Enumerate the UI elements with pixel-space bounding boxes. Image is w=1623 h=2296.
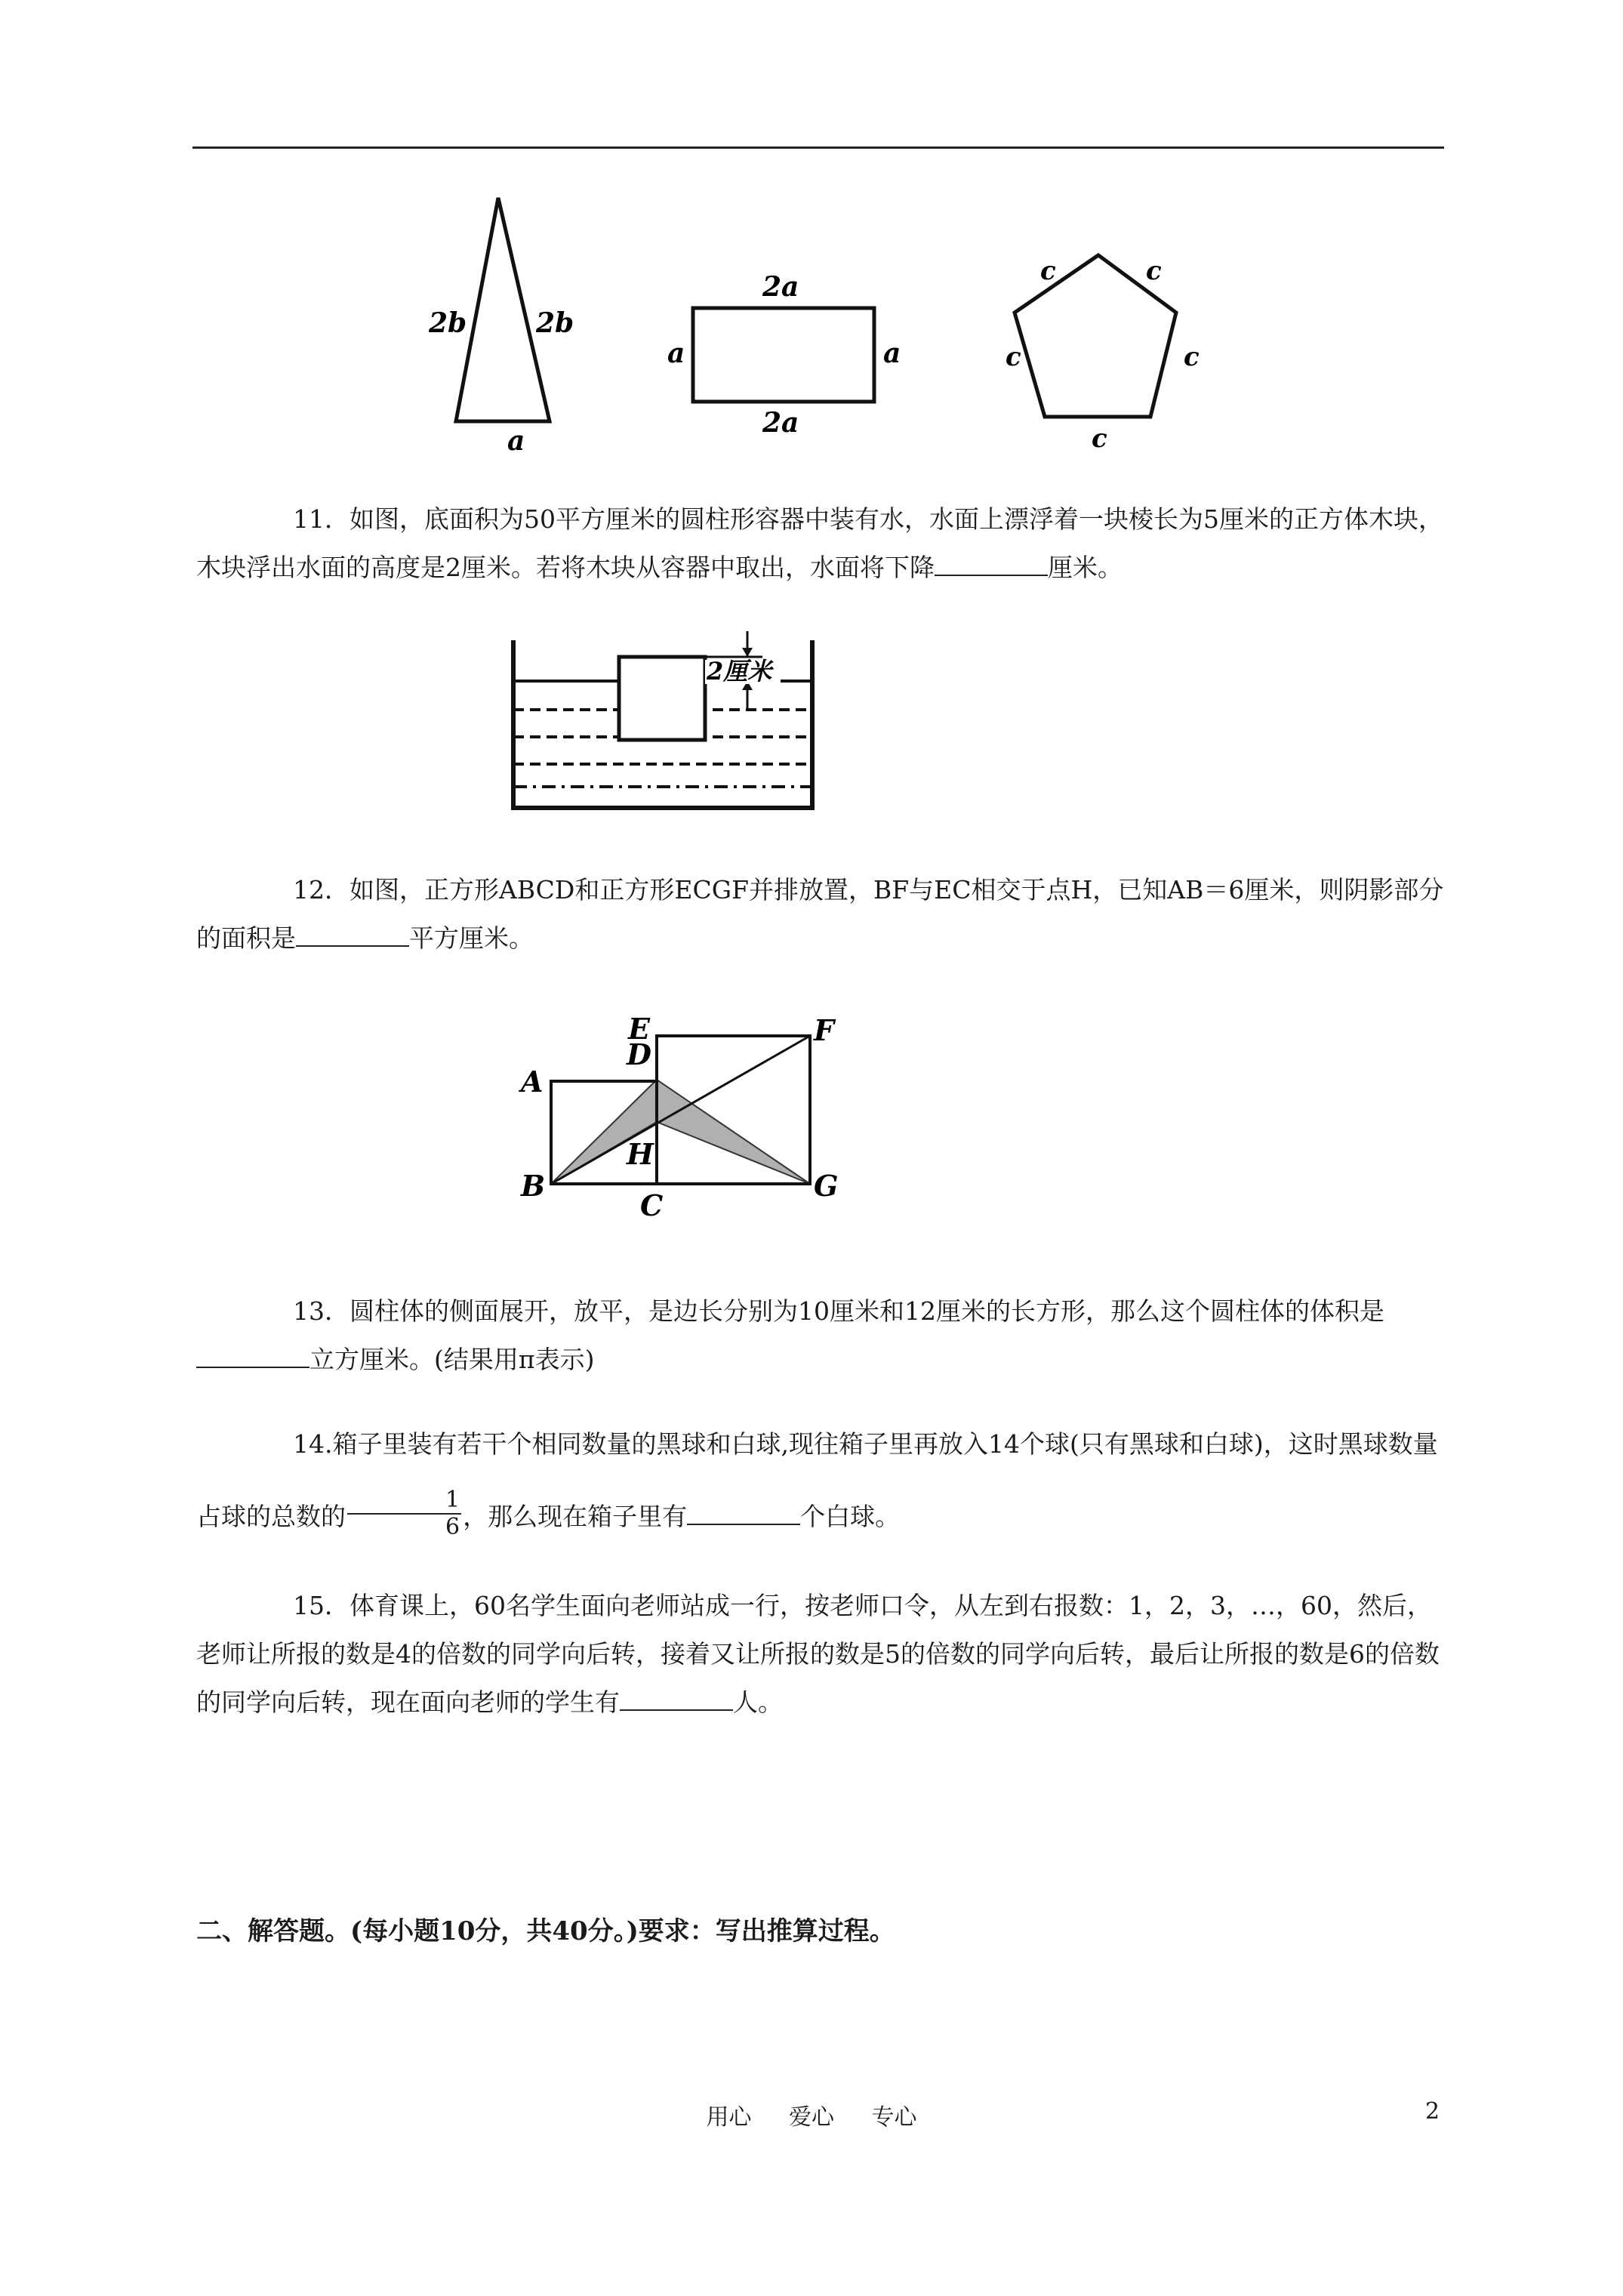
question-12: [196, 866, 1449, 963]
q15-text: 15．体育课上，60名学生面向老师站成一行，按老师口令，从左到右报数：1，2，3，…，60，然后，老师让所报的数是4的倍数的同学向后转，接着又让所报的数是5的倍数的同学向后转，最后让所报的数是6的倍数的同学向后转，现在面向老师的学生有: [196, 1591, 1440, 1717]
page-footer: [0, 2098, 1623, 2131]
height-label: 2厘米: [707, 657, 772, 686]
q11-answer-blank: [935, 552, 1048, 576]
label-D: D: [627, 1037, 651, 1071]
label-H: H: [627, 1137, 654, 1171]
pentagon-bottom-label: c: [1092, 424, 1107, 454]
q14-fraction-denominator: 6: [445, 1514, 460, 1540]
label-A: A: [521, 1065, 544, 1099]
rectangle-bottom-label: 2a: [762, 407, 799, 439]
q14-answer-blank: [687, 1501, 800, 1525]
q14-line1: 14.箱子里装有若干个相同数量的黑球和白球,现往箱子里再放入14个球(只有黑球和白球)，: [293, 1429, 1289, 1459]
footer-word-1: 用心: [706, 2104, 752, 2131]
question-11: [196, 495, 1449, 592]
pentagon-left-label: c: [1006, 342, 1021, 372]
q14-fraction-numerator: 1: [347, 1487, 461, 1515]
label-B: B: [521, 1169, 546, 1203]
pentagon-right-label: c: [1184, 342, 1200, 372]
container-figure: [506, 627, 823, 815]
q14-line2-start: 这时黑球数量占球的总数的: [196, 1429, 1438, 1531]
q12-answer-blank: [296, 923, 409, 947]
q14-fraction: [347, 1487, 461, 1540]
question-15: [196, 1582, 1449, 1727]
q14-line2-end: 个白球。: [800, 1502, 901, 1531]
label-E: E: [628, 1012, 650, 1046]
page-number: 2: [1425, 2098, 1440, 2125]
triangle-figure: [428, 198, 574, 457]
triangle-side-left: 2b: [429, 307, 467, 339]
wooden-block: [619, 657, 705, 740]
rectangle-figure: [667, 271, 901, 439]
q12-text: 12．如图，正方形ABCD和正方形ECGF并排放置，BF与EC相交于点H，已知AB＝6厘米，则阴影部分的面积是: [196, 875, 1444, 953]
q14-line2-middle: ，那么现在箱子里有: [463, 1502, 688, 1531]
question-14: [196, 1408, 1449, 1553]
pentagon-top-right-label: c: [1146, 256, 1162, 286]
q13-answer-blank: [196, 1344, 310, 1368]
rectangle-left-label: a: [667, 337, 685, 369]
triangle-side-right: 2b: [536, 307, 574, 339]
q11-text-end: 厘米。: [1048, 553, 1123, 582]
pentagon-top-left-label: c: [1040, 256, 1056, 286]
q13-text-end: 立方厘米。(结果用π表示): [310, 1345, 595, 1374]
q12-text-end: 平方厘米。: [409, 923, 534, 953]
footer-word-2: 爱心: [789, 2104, 834, 2131]
question-13: [196, 1287, 1449, 1384]
section-two-heading: 二、解答题。(每小题10分，共40分。)要求：写出推算过程。: [196, 1916, 895, 1946]
q11-text: 11．如图，底面积为50平方厘米的圆柱形容器中装有水，水面上漂浮着一块棱长为5厘米的正方体木块，木块浮出水面的高度是2厘米。若将木块从容器中取出，水面将下降: [196, 504, 1443, 582]
rectangle-right-label: a: [883, 337, 901, 369]
q13-text: 13．圆柱体的侧面展开，放平，是边长分别为10厘米和12厘米的长方形，那么这个圆柱体的体积是: [293, 1296, 1384, 1326]
label-F: F: [814, 1013, 834, 1047]
header-rule: [192, 146, 1444, 149]
triangle-base: a: [507, 425, 525, 457]
footer-word-3: 专心: [871, 2104, 917, 2131]
shaded-region-right: [657, 1080, 810, 1184]
pentagon-figure: [1006, 255, 1200, 454]
shapes-figure: [408, 189, 1268, 461]
q15-text-end: 人。: [733, 1687, 783, 1717]
rectangle-top-label: 2a: [762, 271, 799, 303]
label-C: C: [640, 1188, 664, 1222]
label-G: G: [814, 1169, 839, 1203]
squares-figure: [513, 1012, 876, 1223]
q15-answer-blank: [620, 1687, 733, 1711]
